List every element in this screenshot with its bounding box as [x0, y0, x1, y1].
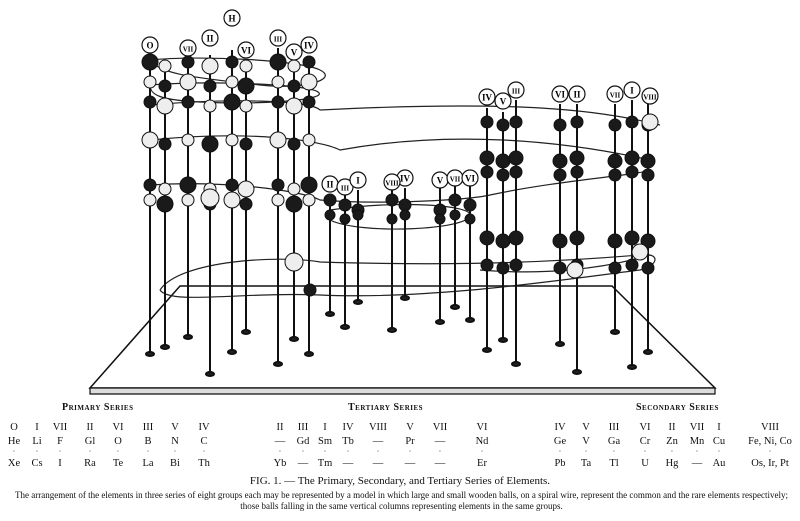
tertiary-row1-cell: Pr [405, 436, 415, 447]
dark-ball [625, 151, 639, 165]
primary-groups-cell: I [35, 422, 39, 433]
svg-text:VI: VI [464, 173, 476, 184]
dark-ball [142, 54, 158, 70]
light-ball [204, 100, 216, 112]
dark-ball [609, 262, 621, 274]
separator-dot: · [323, 447, 327, 456]
secondary-groups-cell: III [608, 422, 620, 433]
rod-foot [326, 312, 334, 316]
tertiary-series-title: Tertiary Series [348, 402, 424, 413]
dark-ball [510, 259, 522, 271]
svg-text:II: II [573, 89, 581, 100]
light-ball [240, 60, 252, 72]
primary-row1-cell: He [7, 436, 21, 447]
dark-ball [204, 80, 216, 92]
secondary-groups-cell: VIII [760, 422, 780, 433]
primary-row1-cell: O [114, 436, 122, 447]
svg-text:IV: IV [399, 173, 411, 184]
svg-text:V: V [290, 47, 298, 58]
separator-dot: · [376, 447, 380, 456]
dark-ball [224, 94, 240, 110]
tertiary-groups-cell: VIII [368, 422, 388, 433]
tertiary-row2-cell: — [434, 458, 446, 469]
svg-text:VIII: VIII [643, 93, 657, 102]
rod-foot [628, 365, 636, 369]
tertiary-row1-cell: Gd [296, 436, 310, 447]
dark-ball [497, 262, 509, 274]
dark-ball [496, 234, 510, 248]
secondary-row2-cell: Pb [554, 458, 566, 469]
tertiary-row1-cell: Sm [317, 436, 333, 447]
light-ball [288, 60, 300, 72]
primary-groups-cell: IV [198, 422, 210, 433]
light-ball [286, 98, 302, 114]
svg-text:III: III [340, 184, 350, 193]
dark-ball [626, 166, 638, 178]
tertiary-groups-cell: VI [476, 422, 488, 433]
svg-text:VIII: VIII [385, 179, 399, 188]
secondary-row1-cell: Cr [639, 436, 651, 447]
rod-foot [499, 338, 507, 342]
dark-ball [272, 96, 284, 108]
separator-dot: · [301, 447, 305, 456]
dark-ball [554, 262, 566, 274]
dark-ball [642, 262, 654, 274]
rod-foot [644, 350, 652, 354]
dark-ball [325, 210, 335, 220]
svg-text:III: III [511, 87, 521, 96]
separator-dot: · [768, 447, 772, 456]
dark-ball [481, 166, 493, 178]
primary-row1-cell: Gl [84, 436, 96, 447]
primary-series-title: Primary Series [62, 402, 134, 413]
separator-dot: · [643, 447, 647, 456]
tertiary-row2-cell: Yb [273, 458, 287, 469]
dark-ball [641, 154, 655, 168]
group-label [607, 86, 623, 102]
secondary-row1-cell: Fe, Ni, Co [748, 436, 792, 447]
tertiary-groups-cell: VII [432, 422, 448, 433]
rod-foot [401, 296, 409, 300]
separator-dot: · [717, 447, 721, 456]
tertiary-row2-cell: — [297, 458, 309, 469]
svg-text:VI: VI [240, 45, 252, 56]
group-label [624, 82, 640, 98]
dark-ball [386, 194, 398, 206]
dark-ball [159, 138, 171, 150]
light-ball [182, 194, 194, 206]
separator-dot: · [558, 447, 562, 456]
dark-ball [182, 56, 194, 68]
dark-ball [144, 96, 156, 108]
dark-ball [159, 80, 171, 92]
group-label [224, 10, 240, 26]
group-label [350, 172, 366, 188]
primary-row1-cell: B [144, 436, 152, 447]
dark-ball [510, 116, 522, 128]
secondary-row2-cell: Hg [665, 458, 679, 469]
tertiary-groups-cell: III [297, 422, 309, 433]
separator-dot: · [408, 447, 412, 456]
light-ball [272, 76, 284, 88]
dark-ball [450, 210, 460, 220]
light-ball [159, 183, 171, 195]
tertiary-groups-cell: II [276, 422, 284, 433]
primary-groups-cell: O [10, 422, 18, 433]
dark-ball [570, 231, 584, 245]
group-label [286, 44, 302, 60]
dark-ball [510, 166, 522, 178]
dark-ball [571, 166, 583, 178]
rod-foot [305, 352, 313, 356]
primary-row2-cell: Bi [170, 458, 180, 469]
svg-text:II: II [326, 179, 334, 190]
dark-ball [144, 179, 156, 191]
group-label [569, 86, 585, 102]
dark-ball [304, 284, 316, 296]
dark-ball [570, 151, 584, 165]
primary-row2-cell: I [58, 458, 62, 469]
group-label [384, 174, 400, 190]
secondary-groups-cell: IV [554, 422, 566, 433]
dark-ball [272, 179, 284, 191]
tertiary-groups-cell: V [406, 422, 414, 433]
group-label [642, 88, 658, 104]
secondary-groups-cell: V [582, 422, 590, 433]
tertiary-row1-cell: — [434, 436, 446, 447]
separator-dot: · [612, 447, 616, 456]
rod-foot [556, 342, 564, 346]
dark-ball [339, 199, 351, 211]
tertiary-row2-cell: Er [477, 458, 487, 469]
primary-groups-cell: III [142, 422, 154, 433]
dark-ball [303, 56, 315, 68]
light-ball [201, 189, 219, 207]
separator-dot: · [438, 447, 442, 456]
secondary-row2-cell: Au [712, 458, 726, 469]
primary-groups-cell: II [86, 422, 94, 433]
light-ball [202, 58, 218, 74]
primary-row1-cell: F [57, 436, 63, 447]
tertiary-row2-cell: — [372, 458, 384, 469]
rod-foot [512, 362, 520, 366]
dark-ball [286, 196, 302, 212]
dark-ball [435, 214, 445, 224]
rod-foot [611, 330, 619, 334]
dark-ball [481, 116, 493, 128]
dark-ball [480, 231, 494, 245]
separator-dot: · [346, 447, 350, 456]
dark-ball [625, 231, 639, 245]
dark-ball [642, 169, 654, 181]
light-ball [224, 192, 240, 208]
dark-ball [340, 214, 350, 224]
light-ball [303, 134, 315, 146]
separator-dot: · [35, 447, 39, 456]
primary-row2-cell: Ra [84, 458, 96, 469]
tertiary-row1-cell: Tb [342, 436, 354, 447]
secondary-row2-cell: U [641, 458, 649, 469]
separator-dot: · [278, 447, 282, 456]
primary-row2-cell: Cs [31, 458, 43, 469]
dark-ball [324, 194, 336, 206]
rod-foot [242, 330, 250, 334]
dark-ball [509, 231, 523, 245]
primary-row2-cell: La [142, 458, 154, 469]
rod-foot [436, 320, 444, 324]
svg-text:IV: IV [481, 92, 493, 103]
dark-ball [270, 54, 286, 70]
separator-dot: · [146, 447, 150, 456]
rod-foot [146, 352, 154, 356]
dark-ball [288, 138, 300, 150]
dark-ball [464, 199, 476, 211]
svg-text:VI: VI [554, 89, 566, 100]
group-label [432, 172, 448, 188]
figure-caption: FIG. 1. — The Primary, Secondary, and Tertiary Series of Elements. [249, 475, 551, 487]
light-ball [270, 132, 286, 148]
secondary-row1-cell: V [582, 436, 590, 447]
light-ball [182, 134, 194, 146]
rod-foot [228, 350, 236, 354]
dark-ball [553, 234, 567, 248]
primary-groups-cell: VII [52, 422, 68, 433]
separator-dot: · [480, 447, 484, 456]
group-label [552, 86, 568, 102]
separator-dot: · [173, 447, 177, 456]
light-ball [632, 244, 648, 260]
rod-foot [274, 362, 282, 366]
svg-text:I: I [356, 175, 360, 186]
dark-ball [353, 210, 363, 220]
secondary-row1-cell: Mn [689, 436, 705, 447]
svg-text:O: O [146, 40, 154, 51]
secondary-row1-cell: Cu [712, 436, 726, 447]
group-label [462, 170, 478, 186]
group-label [180, 40, 196, 56]
rod-foot [184, 335, 192, 339]
rod-foot [451, 305, 459, 309]
model-base-board [90, 286, 715, 394]
svg-text:V: V [436, 175, 444, 186]
secondary-row2-cell: Tl [609, 458, 619, 469]
primary-row1-cell: N [171, 436, 179, 447]
dark-ball [553, 154, 567, 168]
dark-ball [496, 154, 510, 168]
primary-groups-cell: VI [112, 422, 124, 433]
separator-dot: · [12, 447, 16, 456]
svg-text:H: H [228, 13, 236, 24]
svg-text:V: V [499, 96, 507, 107]
dark-ball [182, 96, 194, 108]
separator-dot: · [116, 447, 120, 456]
dark-ball [571, 116, 583, 128]
tertiary-row2-cell: — [404, 458, 416, 469]
rod-foot [290, 337, 298, 341]
rod-foot [161, 345, 169, 349]
dark-ball [626, 116, 638, 128]
light-ball [226, 134, 238, 146]
svg-text:IV: IV [303, 40, 315, 51]
tertiary-row1-cell: — [372, 436, 384, 447]
group-label [495, 93, 511, 109]
primary-row2-cell: Xe [7, 458, 21, 469]
dark-ball [240, 138, 252, 150]
light-ball [567, 262, 583, 278]
dark-ball [180, 177, 196, 193]
secondary-series-title: Secondary Series [636, 402, 719, 413]
light-ball [301, 74, 317, 90]
light-ball [157, 98, 173, 114]
dark-ball [226, 179, 238, 191]
tertiary-row1-cell: — [274, 436, 286, 447]
secondary-row2-cell: Os, Ir, Pt [751, 458, 789, 469]
svg-text:III: III [273, 35, 283, 44]
light-ball [226, 76, 238, 88]
light-ball [238, 181, 254, 197]
tertiary-row1-cell: Nd [475, 436, 489, 447]
dark-ball [497, 169, 509, 181]
secondary-groups-cell: VII [689, 422, 705, 433]
rod-foot [388, 328, 396, 332]
separator-dot: · [584, 447, 588, 456]
light-ball [285, 253, 303, 271]
dark-ball [240, 198, 252, 210]
group-label [238, 42, 254, 58]
rod-foot [354, 300, 362, 304]
group-label [142, 37, 158, 53]
light-ball [288, 183, 300, 195]
dark-ball [288, 80, 300, 92]
primary-row2-cell: Te [112, 458, 124, 469]
dark-ball [400, 210, 410, 220]
dark-ball [226, 56, 238, 68]
dark-ball [449, 194, 461, 206]
group-label [508, 82, 524, 98]
group-label [479, 89, 495, 105]
rod-foot [206, 372, 214, 376]
group-label [270, 30, 286, 46]
dark-ball [303, 96, 315, 108]
separator-dot: · [202, 447, 206, 456]
group-label [301, 37, 317, 53]
rod-foot [573, 370, 581, 374]
light-ball [642, 114, 658, 130]
group-label [447, 170, 463, 186]
dark-ball [480, 151, 494, 165]
dark-ball [497, 119, 509, 131]
dark-ball [465, 214, 475, 224]
dark-ball [554, 119, 566, 131]
separator-dot: · [58, 447, 62, 456]
figure-note: The arrangement of the elements in three series of eight groups each may be represented by a model in which large and small wooden balls, on a spiral wire, represent the common and the rare elements respectively; those balls falling in the same vertical columns representing elements in the same groups. [14, 490, 789, 511]
light-ball [180, 74, 196, 90]
secondary-groups-cell: II [668, 422, 676, 433]
dark-ball [301, 177, 317, 193]
svg-text:VII: VII [609, 91, 621, 100]
light-ball [142, 132, 158, 148]
light-ball [144, 76, 156, 88]
light-ball [303, 194, 315, 206]
dark-ball [626, 259, 638, 271]
svg-text:II: II [206, 33, 214, 44]
tertiary-groups-cell: I [323, 422, 327, 433]
rod-foot [483, 348, 491, 352]
dark-ball [608, 154, 622, 168]
rod-foot [466, 318, 474, 322]
group-label [322, 176, 338, 192]
dark-ball [554, 169, 566, 181]
dark-ball [387, 214, 397, 224]
dark-ball [481, 259, 493, 271]
dark-ball [609, 119, 621, 131]
separator-dot: · [670, 447, 674, 456]
secondary-groups-cell: I [717, 422, 721, 433]
primary-row1-cell: Li [32, 436, 42, 447]
rod-foot [341, 325, 349, 329]
light-ball [159, 60, 171, 72]
dark-ball [202, 136, 218, 152]
dark-ball [608, 234, 622, 248]
svg-text:VII: VII [182, 45, 194, 54]
tertiary-groups-cell: IV [342, 422, 354, 433]
dark-ball [399, 199, 411, 211]
dark-ball [157, 196, 173, 212]
separator-dot: · [88, 447, 92, 456]
secondary-row1-cell: Zn [666, 436, 678, 447]
tertiary-row2-cell: Tm [317, 458, 333, 469]
light-ball [144, 194, 156, 206]
dark-ball [509, 151, 523, 165]
primary-row1-cell: C [200, 436, 208, 447]
secondary-row2-cell: Ta [580, 458, 592, 469]
svg-text:VII: VII [449, 175, 461, 184]
secondary-row1-cell: Ga [607, 436, 621, 447]
svg-text:I: I [630, 85, 634, 96]
separator-dot: · [695, 447, 699, 456]
secondary-row2-cell: — [691, 458, 703, 469]
light-ball [272, 194, 284, 206]
group-label [202, 30, 218, 46]
dark-ball [609, 169, 621, 181]
primary-groups-cell: V [171, 422, 179, 433]
secondary-row1-cell: Ge [553, 436, 567, 447]
light-ball [240, 100, 252, 112]
secondary-groups-cell: VI [639, 422, 651, 433]
primary-row2-cell: Th [198, 458, 210, 469]
dark-ball [238, 78, 254, 94]
tertiary-row2-cell: — [342, 458, 354, 469]
